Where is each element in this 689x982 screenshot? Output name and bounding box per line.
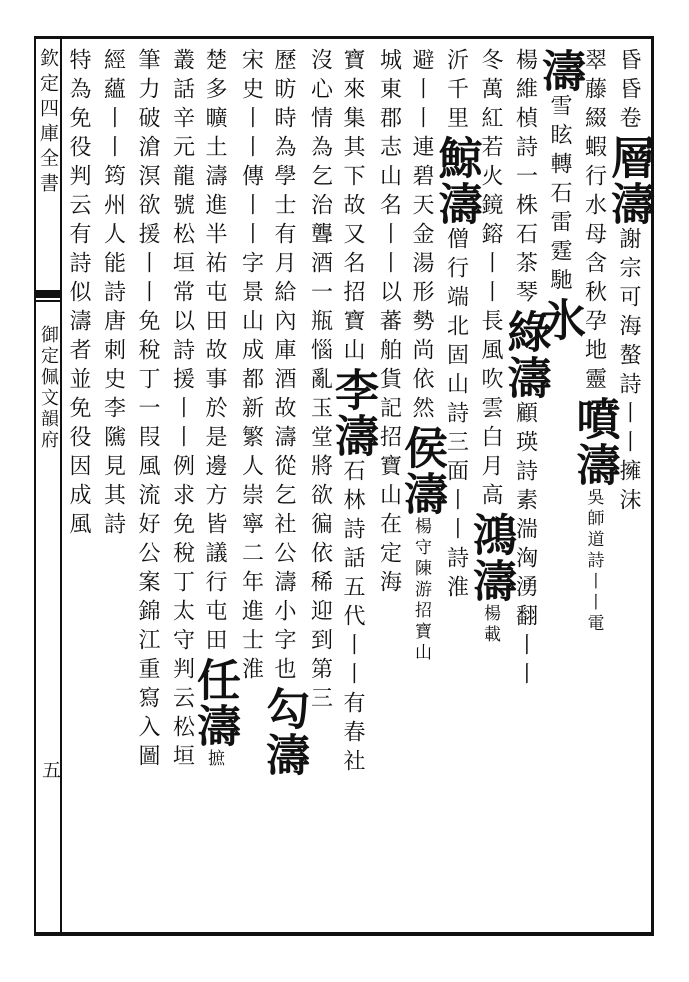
entry-text: 楊維楨詩一株石茶琴 <box>512 48 538 309</box>
entry-headword: 層濤 <box>603 135 654 227</box>
entry-headword: 鴻濤 <box>465 512 516 604</box>
entry-text: 記招寶山在定海 <box>376 396 402 599</box>
entry-headword: 綠濤 <box>499 309 551 401</box>
entry-headword: 李濤 <box>327 367 378 459</box>
entry-text: 寶來集其下故又名招寶山 <box>340 48 365 367</box>
entry-headword: 氷 <box>534 297 585 343</box>
text-column <box>189 48 240 928</box>
text-column <box>396 48 447 928</box>
entry-text: 謝宗可海螯詩丨丨擁沫 <box>616 227 641 517</box>
entry-headword: 濤 <box>534 48 585 94</box>
text-column <box>164 48 200 928</box>
text-column <box>499 48 551 928</box>
entry-text: 沂千里 <box>443 48 469 135</box>
page-number: 五 <box>39 760 61 779</box>
entry-text: 吳師道詩丨丨電 <box>583 488 604 635</box>
entry-text: 摭 <box>204 749 224 770</box>
text-column <box>327 48 378 928</box>
entry-text: 城東郡志山名丨丨以蕃舶貨 <box>376 48 402 396</box>
entry-text: 昏昏卷 <box>616 48 641 135</box>
entry-text: 僧行端北固山詩三面丨丨 <box>443 227 469 546</box>
bottom-border <box>34 932 654 936</box>
entry-text: 沒心情為乞治聾酒一瓶惱亂玉堂將欲徧依稀迎到第三 <box>307 48 333 715</box>
volume-title: 御定佩文韻府 <box>38 325 59 451</box>
text-column <box>233 48 269 928</box>
entry-text: 避丨丨 <box>409 48 434 135</box>
entry-text: 詩淮 <box>443 546 469 604</box>
entry-text: 連碧天金湯形勢尚依然 <box>409 135 434 425</box>
entry-headword: 侯濤 <box>396 425 447 517</box>
top-border <box>34 36 654 39</box>
entry-text: 宋史丨丨傳丨丨字景山成都新繁人崇寧二年進士淮 <box>238 48 264 686</box>
entry-text: 楊守陳游招寶山 <box>411 517 431 664</box>
fishtail-line <box>36 300 62 302</box>
entry-text: 綴蝦行水母含秋孕地靈 <box>581 106 607 396</box>
text-column <box>95 48 131 928</box>
entry-text: 筆力破滄溟欲援丨丨免稅丁一叚風流好公案錦江重寫入圖 <box>135 48 160 773</box>
entry-headword: 噴濤 <box>568 396 620 488</box>
entry-text: 顧瑛詩素湍洶湧翻丨丨 <box>512 401 538 691</box>
entry-text: 經蘊丨丨筠州人能詩唐刺史李隲見其詩 <box>100 48 126 541</box>
left-border <box>34 36 36 936</box>
entry-text: 叢話辛元龍號松垣常以詩援丨丨例求免稅丁太守判云松垣 <box>169 48 195 773</box>
entry-text: 特為免役判云有詩似濤者並免役因成風 <box>66 48 91 541</box>
entry-text: 歷昉時為學士有月給內庫酒故濤從乞社公濤小字也 <box>271 48 296 686</box>
text-column <box>603 48 654 928</box>
entry-text: 冬萬紅若火鏡鎔丨丨 <box>478 48 503 309</box>
text-column <box>129 48 165 928</box>
text-column <box>371 48 407 928</box>
text-column <box>302 48 338 928</box>
entry-text: 翠藤 <box>581 48 607 106</box>
text-column <box>568 48 620 928</box>
text-column <box>258 48 309 928</box>
entry-text: 石林詩話五代丨丨有春社 <box>340 459 365 778</box>
text-column <box>60 48 96 928</box>
text-column <box>534 48 585 928</box>
entry-text: 楚多曠土濤進半祐屯田故事於是邊方皆議行屯田 <box>202 48 227 657</box>
entry-text: 雪眩轉石雷霆馳 <box>547 94 572 297</box>
fishtail-mark <box>36 290 62 298</box>
entry-headword: 任濤 <box>189 657 240 749</box>
entry-headword: 勾濤 <box>258 686 309 778</box>
entry-headword: 鯨濤 <box>430 135 482 227</box>
entry-text: 長風吹雲白月高 <box>478 309 503 512</box>
entry-text: 楊載 <box>480 604 500 646</box>
book-title: 欽定四庫全書 <box>37 48 59 198</box>
